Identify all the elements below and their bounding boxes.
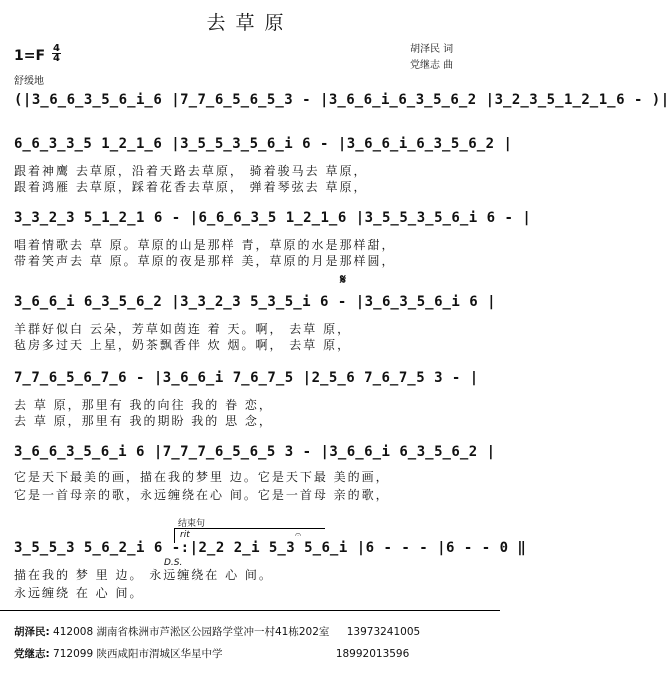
notation-line-3: 3̲3̲2̲3 5̲1̲2̲1 6 - |6̲6̲6̲3̲5 1̲2̲1̲6 |3̲5̲5̲3̲5̲6̲i 6 - | (14, 210, 532, 226)
notation-line-6: 3̲6̲6̲3̲5̲6̲i 6 |7̲7̲7̲6̲5̲6̲5 3 - |3̲6̲6̲i 6̲3̲5̲6̲2 | (14, 444, 496, 460)
key-signature: 1=F (14, 48, 46, 64)
contact-phone: 18992013596 (335, 648, 410, 660)
contact-phone: 13973241005 (346, 626, 421, 638)
song-title: 去草原 (206, 12, 294, 34)
dal-segno-mark: D.S. (164, 558, 183, 568)
lyric-line-3-verse-2: 带着笑声去 草 原。草原的夜是那样 美，草原的月是那样圆， (14, 254, 396, 268)
notation-line-7: 3̲5̲5̲3 5̲6̲2̲i 6 -:|2̲2 2̲i 5̲3 5̲6̲i |6 - - - |6 - - 0 ‖ (14, 540, 527, 556)
meter-bottom: 4 (53, 53, 60, 64)
notation-line-4: 3̲6̲6̲i 6̲3̲5̲6̲2 |3̲3̲2̲3 5̲3̲5̲i 6 - |3̲6̲3̲5̲6̲i 6 | (14, 294, 497, 310)
contact-name: 党继志: (14, 648, 50, 660)
time-signature (52, 44, 61, 63)
lyric-line-2-verse-2: 跟着鸿雁 去草原，踩着花香去草原， 弹着琴弦去 草原， (14, 180, 368, 194)
ending-label: 结束句 (178, 519, 206, 529)
lyricist-credit: 胡泽民 词 (410, 44, 454, 55)
lyric-line-7-verse-1: 描在我的 梦 里 边。 永远缠绕在 心 间。 (14, 568, 273, 582)
contact-composer (14, 646, 409, 661)
lyric-line-4-verse-1: 羊群好似白 云朵，芳草如茵连 着 天。啊， 去草 原， (14, 322, 352, 336)
lyric-line-5-verse-2: 去 草 原，那里有 我的期盼 我的 思 念， (14, 414, 273, 428)
lyric-line-5-verse-1: 去 草 原，那里有 我的向往 我的 眷 恋， (14, 398, 273, 412)
lyric-line-6-verse-2: 它是一首母亲的歌，永远缠绕在心 间。它是一首母 亲的歌， (14, 488, 390, 502)
notation-line-1: (|3̲6̲6̲3̲5̲6̲i̲6 |7̲7̲6̲5̲6̲5̲3 - |3̲6̲6̲i̲6̲3̲5̲6̲2 |3̲2̲3̲5̲1̲2̲1̲6 - )| (14, 92, 670, 108)
meter-top: 4 (53, 43, 60, 54)
lyric-line-3-verse-1: 唱着情歌去 草 原。草原的山是那样 青，草原的水是那样甜， (14, 238, 396, 252)
lyric-line-2-verse-1: 跟着神鹰 去草原，沿着天路去草原， 骑着骏马去 草原， (14, 164, 368, 178)
composer-credit: 党继志 曲 (410, 60, 454, 71)
footer-divider (0, 610, 500, 611)
lyric-line-6-verse-1: 它是天下最美的画，描在我的梦里 边。它是天下最 美的画， (14, 470, 390, 484)
contact-name: 胡泽民: (14, 626, 50, 638)
lyric-line-7-verse-2: 永远缠绕 在 心 间。 (14, 586, 144, 600)
fermata-icon: 𝄐 (295, 528, 302, 541)
segno-sign: 𝄋 (340, 272, 347, 288)
notation-line-2: 6̲6̲3̲3̲5 1̲2̲1̲6 |3̲5̲5̲3̲5̲6̲i 6 - |3̲6̲6̲i̲6̲3̲5̲6̲2 | (14, 136, 513, 152)
contact-address: 412008 湖南省株洲市芦淞区公园路学堂冲一村41栋202室 (53, 626, 330, 638)
contact-address: 712099 陕西咸阳市渭城区华星中学 (53, 648, 223, 660)
notation-line-5: 7̲7̲6̲5̲6̲7̲6 - |3̲6̲6̲i 7̲6̲7̲5 |2̲5̲6 7̲6̲7̲5 3 - | (14, 370, 479, 386)
contact-lyricist (14, 624, 420, 639)
tempo-marking: 舒缓地 (14, 76, 44, 87)
lyric-line-4-verse-2: 毡房多过天 上星，奶茶飘香伴 炊 烟。啊， 去草 原， (14, 338, 352, 352)
ritardando-mark: rit (180, 530, 190, 540)
